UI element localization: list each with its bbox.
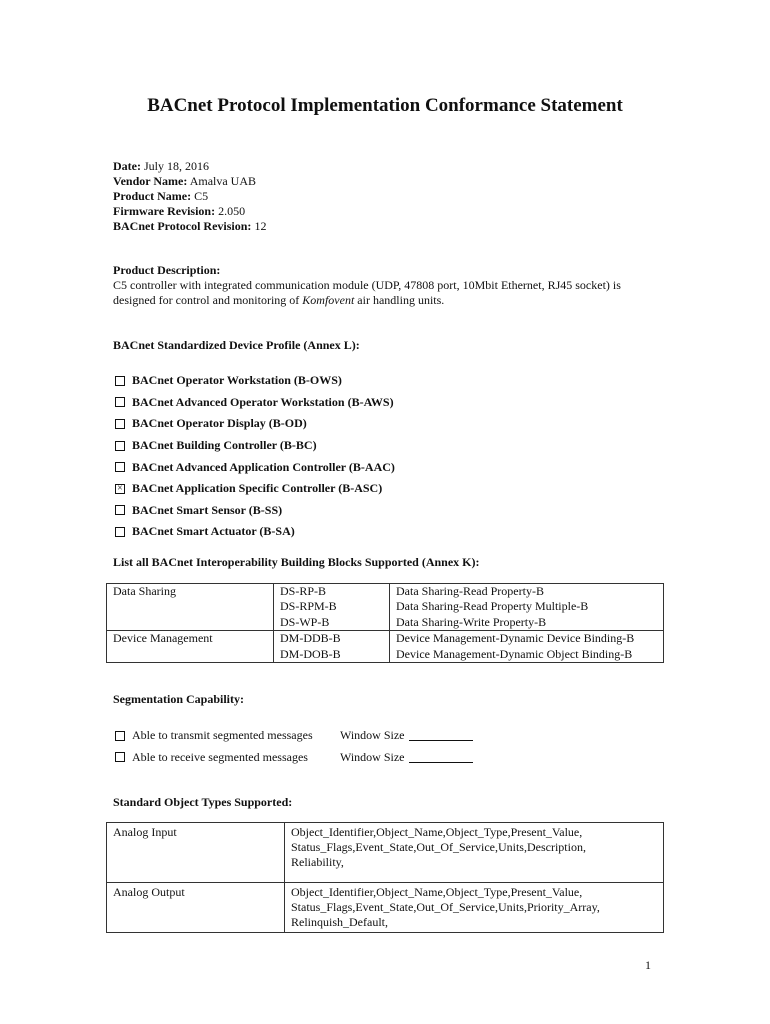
checkbox-icon[interactable] bbox=[115, 397, 125, 407]
table-cell: Data Sharing-Read Property-B bbox=[390, 584, 664, 600]
ibb-heading: List all BACnet Interoperability Building Blocks Supported (Annex K): bbox=[113, 555, 480, 569]
checkbox-icon[interactable] bbox=[115, 419, 125, 429]
device-profile-heading: BACnet Standardized Device Profile (Annex L): bbox=[113, 338, 360, 352]
table-row bbox=[107, 599, 664, 614]
table-cell bbox=[107, 647, 274, 663]
table-row bbox=[107, 823, 664, 883]
checked-checkbox-icon[interactable]: × bbox=[115, 484, 125, 494]
table-cell: Device Management-Dynamic Device Binding-B bbox=[390, 631, 664, 647]
table-row bbox=[107, 615, 664, 631]
table-cell: DM-DDB-B bbox=[274, 631, 390, 647]
profile-item-b-ows: BACnet Operator Workstation (B-OWS) bbox=[115, 370, 395, 392]
checkbox-icon[interactable] bbox=[115, 527, 125, 537]
segmentation-receive: Able to receive segmented messages Window Size bbox=[115, 747, 473, 769]
table-cell bbox=[107, 599, 274, 614]
table-cell: Device Management-Dynamic Object Binding-B bbox=[390, 647, 664, 663]
meta-firmware-revision: Firmware Revision: 2.050 bbox=[113, 204, 246, 218]
table-cell: Device Management bbox=[107, 631, 274, 647]
checkbox-icon[interactable] bbox=[115, 441, 125, 451]
table-cell: Object_Identifier,Object_Name,Object_Type,Present_Value, Status_Flags,Event_State,Out_Of_Service,Units,Priority_Array, Relinquish_Default, bbox=[285, 883, 664, 933]
document-metadata bbox=[113, 159, 266, 234]
profile-item-b-bc: BACnet Building Controller (B-BC) bbox=[115, 435, 395, 457]
product-description-heading: Product Description: bbox=[113, 263, 221, 277]
window-size-field[interactable] bbox=[409, 752, 473, 763]
table-row bbox=[107, 631, 664, 647]
checkbox-icon[interactable] bbox=[115, 752, 125, 762]
profile-item-b-aws: BACnet Advanced Operator Workstation (B-AWS) bbox=[115, 392, 395, 414]
table-cell: Analog Output bbox=[107, 883, 285, 933]
table-row bbox=[107, 883, 664, 933]
table-row bbox=[107, 647, 664, 663]
segmentation-heading: Segmentation Capability: bbox=[113, 692, 245, 706]
device-profile-list bbox=[115, 370, 395, 543]
checkbox-icon[interactable] bbox=[115, 505, 125, 515]
window-size-field[interactable] bbox=[409, 730, 473, 741]
table-cell: DS-WP-B bbox=[274, 615, 390, 631]
checkbox-icon[interactable] bbox=[115, 462, 125, 472]
profile-item-b-aac: BACnet Advanced Application Controller (B-AAC) bbox=[115, 456, 395, 478]
meta-date: Date: July 18, 2016 bbox=[113, 159, 209, 173]
table-cell: Data Sharing bbox=[107, 584, 274, 600]
checkbox-icon[interactable] bbox=[115, 731, 125, 741]
object-types-heading: Standard Object Types Supported: bbox=[113, 795, 293, 809]
page-title: BACnet Protocol Implementation Conformance Statement bbox=[147, 95, 623, 116]
object-types-table bbox=[106, 822, 664, 933]
table-cell: DS-RP-B bbox=[274, 584, 390, 600]
ibb-table bbox=[106, 583, 664, 663]
profile-item-b-od: BACnet Operator Display (B-OD) bbox=[115, 413, 395, 435]
profile-item-b-asc: × BACnet Application Specific Controller (B-ASC) bbox=[115, 478, 395, 500]
page-number: 1 bbox=[645, 958, 651, 972]
table-cell: Data Sharing-Read Property Multiple-B bbox=[390, 599, 664, 614]
segmentation-transmit: Able to transmit segmented messages Window Size bbox=[115, 725, 473, 747]
checkbox-icon[interactable] bbox=[115, 376, 125, 386]
profile-item-b-ss: BACnet Smart Sensor (B-SS) bbox=[115, 500, 395, 522]
table-cell: DM-DOB-B bbox=[274, 647, 390, 663]
meta-protocol-revision: BACnet Protocol Revision: 12 bbox=[113, 219, 267, 233]
table-cell: Data Sharing-Write Property-B bbox=[390, 615, 664, 631]
table-cell: DS-RPM-B bbox=[274, 599, 390, 614]
product-description-line-1: C5 controller with integrated communication module (UDP, 47808 port, 10Mbit Ethernet, RJ45 socket) is bbox=[113, 278, 621, 292]
meta-product-name: Product Name: C5 bbox=[113, 189, 209, 203]
product-description bbox=[113, 263, 663, 308]
segmentation-list bbox=[115, 725, 473, 768]
table-cell: Analog Input bbox=[107, 823, 285, 883]
table-cell: Object_Identifier,Object_Name,Object_Type,Present_Value, Status_Flags,Event_State,Out_Of_Service,Units,Description, Reliability, bbox=[285, 823, 664, 883]
meta-vendor-name: Vendor Name: Amalva UAB bbox=[113, 174, 257, 188]
table-cell bbox=[107, 615, 274, 631]
product-description-line-2: designed for control and monitoring of Komfovent air handling units. bbox=[113, 293, 445, 307]
profile-item-b-sa: BACnet Smart Actuator (B-SA) bbox=[115, 521, 395, 543]
table-row bbox=[107, 584, 664, 600]
